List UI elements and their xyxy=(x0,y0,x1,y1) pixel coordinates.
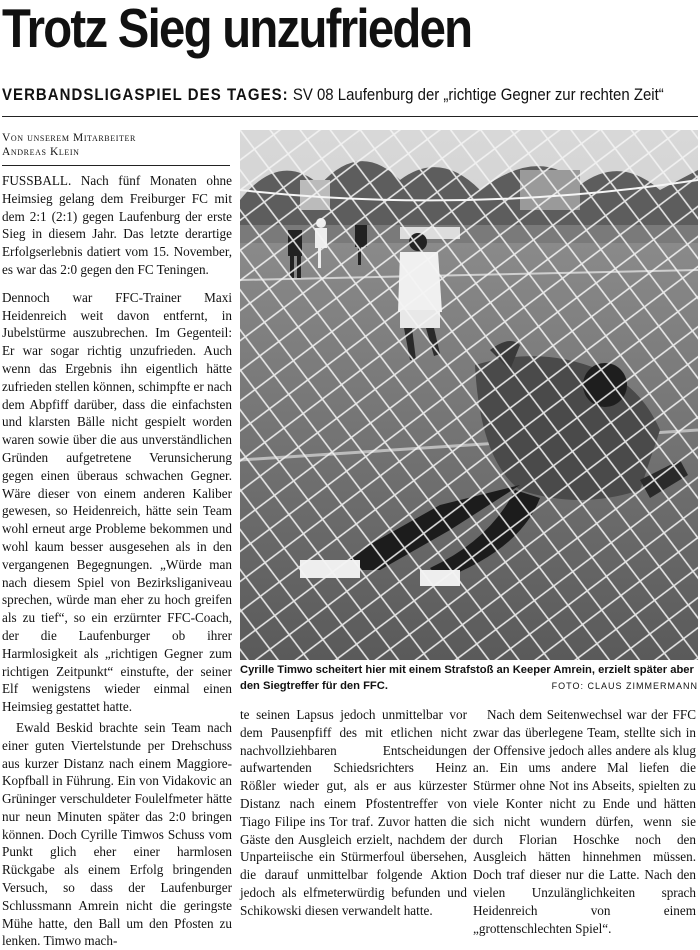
paragraph-trainer: Dennoch war FFC-Trainer Maxi Heidenreich weit davon entfernt, in Jubelstürme auszubrechen. Im Gegenteil: Er war sogar richtig unzufrieden. Auch wenn das Ergebnis ihn eigentlich hätte zufrieden stellen können, schimpfte er nach dem Abpfiff darüber, dass die einfachsten und klarsten Bälle nicht gespielt worden waren sowie über die aus unverständlichen Gründen aufgetretene Verunsicherung gegen einen überaus schwachen Gegner. Wäre dieser von einem anderen Kaliber gewesen, so Heidenreich, hätte sein Team wohl erneut arge Probleme bekommen und wohl kaum besser ausgesehen als in den vergangenen Begegnungen. „Würde man nach diesem Spiel von Bezirksliganiveau sprechen, würde man eher zu hoch greifen als zu tief“, so ein erzürnter FFC-Coach, der die Laufenburger ob ihrer Harmlosigkeit als „richtigen Gegner zum richtigen Zeitpunkt“ einstufte, der seiner Elf wenigstens wieder einmal einen Heimsieg gestattet hatte. xyxy=(2,289,232,715)
photo-caption-text: Cyrille Timwo scheitert hier mit einem Strafstoß an Keeper Amrein, erzielt später aber den Siegtreffer für den FFC. xyxy=(240,664,694,692)
byline-author: Andreas Klein xyxy=(2,146,80,158)
byline-rule xyxy=(2,165,230,166)
byline-role: Von unserem Mitarbeiter xyxy=(2,132,136,144)
match-photo xyxy=(240,130,698,660)
article-column-2 xyxy=(240,706,467,920)
paragraph-second-half: Nach dem Seitenwechsel war der FFC zwar das überlegene Team, stellte sich in der Offensive jedoch alles andere als klug an. Ein ums andere Mal liefen die Stürmer ohne Not ins Abseits, spielten zu viele Konter nicht zu Ende und hätten sich nicht wundern dürfen, wenn sie durch Florian Hoschke noch den Ausgleich hätten hinnehmen müssen. Doch traf dieser nur die Latte. Nach den vielen Unzulänglichkeiten sprach Heidenreich von einem „grottenschlechten Spiel“. xyxy=(473,707,696,936)
header-rule xyxy=(2,116,698,117)
headline: Trotz Sieg unzufrieden xyxy=(2,0,472,59)
paragraph-intro-text: Nach fünf Monaten ohne Heimsieg gelang dem Freiburger FC mit dem 2:1 (2:1) gegen Laufenburg der erste Sieg in diesem Jahr. Das letzte derartige Erfolgserlebnis datiert vom 15. November, es war das 2:0 gegen den FC Teningen. xyxy=(2,173,232,277)
subheadline-kicker: VERBANDSLIGASPIEL DES TAGES: xyxy=(2,85,289,104)
paragraph-first-half: Ewald Beskid brachte sein Team nach einer guten Viertelstunde per Drehschuss aus kurzer Distanz nach einem Maggiore-Kopfball in Führung. Ein von Vidakovic an Grüninger verschuldeter Foulelfmeter hätte nur neun Minuten später das 2:0 bringen können. Doch Cyrille Timwos Schuss vom Punkt glich eher einer harmlosen Rückgabe als einem Erfolg bringenden Versuch, so dass der Laufenburger Schlussmann Amrein nicht die geringste Mühe hatte, den Ball um den Pfosten zu lenken. Timwo mach- xyxy=(2,719,232,949)
dateline: FUSSBALL. xyxy=(2,173,72,188)
subheadline-text: SV 08 Laufenburg der „richtige Gegner zur rechten Zeit“ xyxy=(292,85,664,104)
paragraph-halftime: te seinen Lapsus jedoch unmittelbar vor dem Pausenpfiff des mit etlichen nicht nachvollziehbaren Entscheidungen aufwartenden Schiedsrichters Heinz Rößler wieder gut, als er aus kürzester Distanz nach einem Pfostentreffer von Tiago Filipe ins Tor traf. Zuvor hatten die Gäste den Ausgleich erzielt, nachdem der Unparteiische ein Stürmerfoul übersehen, die darauf unmittelbar folgende Aktion jedoch als elfmeterwürdig befunden und Schikowski diesen verwandelt hatte. xyxy=(240,707,467,918)
subheadline xyxy=(2,85,664,105)
byline xyxy=(2,131,136,159)
paragraph-intro xyxy=(2,172,232,279)
article-column-1 xyxy=(2,172,232,950)
article-column-3 xyxy=(473,706,696,937)
photo-caption xyxy=(240,662,698,702)
photo-credit: FOTO: CLAUS ZIMMERMANN xyxy=(551,681,698,691)
